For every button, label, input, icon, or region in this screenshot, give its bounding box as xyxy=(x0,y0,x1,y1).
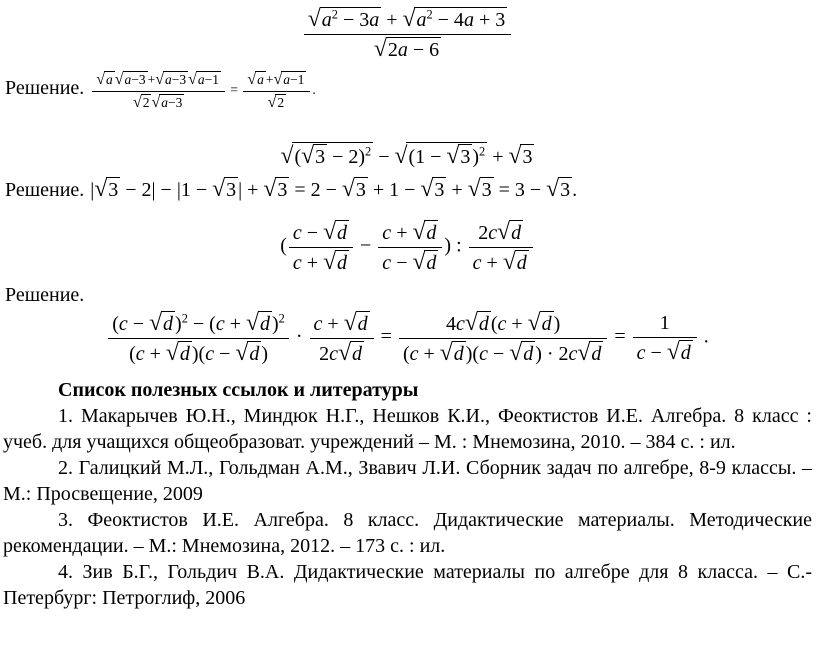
exponent: 2 xyxy=(479,144,486,159)
sqrt-radical xyxy=(468,177,494,202)
reference-1: 1. Макарычев Ю.Н., Миндюк Н.Г., Нешков К.И., Феоктистов И.Е. Алгебра. 8 класс : учеб. для учащихся общеобразоват. учреждений – М. : Мнемозина, 2010. – 384 с. : ил. xyxy=(3,404,812,453)
sqrt-radical xyxy=(323,220,349,245)
formula-radicals-a xyxy=(3,6,812,62)
radical-sign-icon: √ xyxy=(267,93,277,111)
math-text: . xyxy=(572,178,578,201)
math-text: = 2 − xyxy=(289,178,342,201)
sqrt-radical xyxy=(281,142,374,169)
math-text: + xyxy=(265,72,274,87)
math-text: a xyxy=(416,9,427,31)
math-text: c + xyxy=(472,251,503,274)
math-text: 3 xyxy=(481,178,492,201)
math-text: − 3a xyxy=(337,9,380,31)
sqrt-radical xyxy=(235,341,261,366)
math-text: − 2| − |1 − xyxy=(120,178,213,201)
math-text: 3 xyxy=(108,178,119,201)
fraction xyxy=(310,310,374,366)
math-text: | + xyxy=(238,178,264,201)
math-text: a−3 xyxy=(165,72,187,87)
math-text: ) xyxy=(472,145,480,168)
math-text: 3 xyxy=(315,145,326,168)
radical-sign-icon: √ xyxy=(464,309,478,336)
radical-sign-icon: √ xyxy=(307,6,321,32)
sqrt-radical xyxy=(446,144,472,169)
radical-sign-icon: √ xyxy=(247,71,257,88)
radical-sign-icon: √ xyxy=(94,175,108,202)
radical-sign-icon: √ xyxy=(412,248,426,275)
exponent: 2 xyxy=(331,7,338,22)
math-text: c + xyxy=(382,221,413,244)
sqrt-radical xyxy=(344,311,370,336)
radical-sign-icon: √ xyxy=(323,248,337,275)
sqrt-radical xyxy=(274,71,307,88)
sqrt-radical xyxy=(246,311,272,336)
math-text: a xyxy=(106,72,113,87)
math-text: (c − xyxy=(112,312,150,335)
math-text: − 2) xyxy=(327,145,366,168)
radical-sign-icon: √ xyxy=(502,248,516,275)
sqrt-radical xyxy=(528,311,554,336)
solution-label: Решение. xyxy=(5,76,85,99)
sqrt-radical xyxy=(188,71,221,88)
radical-sign-icon: √ xyxy=(666,339,680,366)
math-text: 3 xyxy=(522,145,533,168)
math-text: )(c − xyxy=(465,342,510,365)
math-text: = xyxy=(609,325,631,348)
math-text: − (c + xyxy=(187,312,247,335)
math-text: + xyxy=(446,178,468,201)
math-text: + xyxy=(487,145,509,168)
sqrt-radical xyxy=(412,220,438,245)
math-text: + xyxy=(147,72,156,87)
sqrt-radical xyxy=(247,71,266,88)
reference-3: 3. Феоктистов И.Е. Алгебра. 8 класс. Дидактические материалы. Методические рекомендации. – М.: Мнемозина, 2012. – 173 с. : ил. xyxy=(3,508,812,557)
radical-sign-icon: √ xyxy=(439,339,453,366)
radical-sign-icon: √ xyxy=(509,339,523,366)
radical-sign-icon: √ xyxy=(301,142,315,169)
math-text: a−3 xyxy=(161,94,183,110)
sqrt-radical xyxy=(342,177,368,202)
radical-sign-icon: √ xyxy=(394,142,408,169)
sqrt-radical xyxy=(667,340,693,365)
math-text: ) · 2c xyxy=(535,342,578,365)
radical-sign-icon: √ xyxy=(412,218,426,245)
exponent: 2 xyxy=(181,311,188,326)
math-text: 3 xyxy=(277,178,288,201)
fraction xyxy=(243,70,310,112)
sqrt-radical xyxy=(420,177,446,202)
solution-label: Решение. xyxy=(5,283,85,306)
math-text: d xyxy=(337,221,348,244)
math-text: c − xyxy=(382,251,413,274)
radical-sign-icon: √ xyxy=(235,339,249,366)
math-text: + 1 − xyxy=(367,178,421,201)
math-text: 3 xyxy=(226,178,237,201)
radical-sign-icon: √ xyxy=(341,175,355,202)
fraction xyxy=(633,310,697,365)
sqrt-radical xyxy=(268,94,287,111)
math-text: ( xyxy=(294,145,302,168)
sqrt-radical xyxy=(301,144,327,169)
math-text: d xyxy=(680,342,691,365)
sqrt-radical xyxy=(166,341,192,366)
fraction xyxy=(108,310,289,366)
fraction xyxy=(92,70,225,112)
radical-sign-icon: √ xyxy=(373,36,387,62)
math-text: a xyxy=(321,9,332,31)
math-text: d xyxy=(591,342,602,365)
math-text: a−1 xyxy=(197,72,220,87)
radical-sign-icon: √ xyxy=(577,339,591,366)
math-text: 3 xyxy=(355,178,366,201)
math-text: d xyxy=(426,251,437,274)
fraction xyxy=(378,219,442,275)
math-text: (c + xyxy=(402,342,440,365)
sqrt-radical xyxy=(323,250,349,275)
math-text: d xyxy=(511,221,522,244)
formula-c-d-fractions xyxy=(3,219,812,275)
math-text: . xyxy=(698,325,709,348)
math-text: ) xyxy=(261,342,268,365)
math-text: (c + xyxy=(129,342,166,365)
radical-sign-icon: √ xyxy=(527,309,541,336)
math-text: 4c xyxy=(445,312,465,335)
radical-sign-icon: √ xyxy=(151,93,161,111)
sqrt-radical xyxy=(151,94,184,111)
sqrt-radical xyxy=(155,71,188,88)
math-text: d xyxy=(523,342,534,365)
math-text: ) : xyxy=(444,234,467,257)
reference-2: 2. Галицкий М.Л., Гольдман А.М., Звавич Л.И. Сборник задач по алгебре, 8-9 классы. – М.: Просвещение, 2009 xyxy=(3,456,812,505)
sqrt-radical xyxy=(497,220,523,245)
math-text: a−3 xyxy=(124,72,146,87)
math-text: d xyxy=(453,342,464,365)
math-text: (1 − xyxy=(408,145,447,168)
math-text: ) xyxy=(553,312,561,335)
radical-sign-icon: √ xyxy=(497,218,511,245)
sqrt-radical xyxy=(149,311,175,336)
math-text: ) xyxy=(271,312,279,335)
sqrt-radical xyxy=(395,142,488,169)
sqrt-radical xyxy=(308,7,381,32)
math-text: c − xyxy=(636,342,667,365)
solution-2-math xyxy=(90,175,578,202)
sqrt-radical xyxy=(577,341,603,366)
math-text: a xyxy=(257,72,264,87)
math-text: = 3 − xyxy=(493,178,547,201)
solution-2-line xyxy=(3,177,812,203)
math-text: − xyxy=(373,145,395,168)
math-text: d xyxy=(249,342,260,365)
radical-sign-icon: √ xyxy=(546,175,560,202)
radical-sign-icon: √ xyxy=(155,71,165,88)
math-text: 2c xyxy=(319,342,339,365)
sqrt-radical xyxy=(263,177,289,202)
math-text: )(c − xyxy=(191,342,236,365)
math-text: − 4a + 3 xyxy=(432,9,506,31)
sqrt-radical xyxy=(440,341,466,366)
radical-sign-icon: √ xyxy=(467,175,481,202)
math-text: d xyxy=(163,312,174,335)
radical-sign-icon: √ xyxy=(338,339,352,366)
fraction xyxy=(289,219,353,275)
reference-4: 4. Зив Б.Г., Гольдич В.А. Дидактические материалы по алгебре для 8 класса. – С.-Петербург: Петроглиф, 2006 xyxy=(3,560,812,609)
radical-sign-icon: √ xyxy=(114,71,124,88)
radical-sign-icon: √ xyxy=(446,142,460,169)
math-text: · xyxy=(290,325,308,348)
sqrt-radical xyxy=(503,250,529,275)
fraction xyxy=(399,310,607,366)
sqrt-radical xyxy=(133,94,152,111)
sqrt-radical xyxy=(465,311,491,336)
math-text: 2a − 6 xyxy=(387,39,440,61)
radical-sign-icon: √ xyxy=(420,175,434,202)
math-text: − xyxy=(355,234,377,257)
radical-sign-icon: √ xyxy=(508,142,522,169)
solution-3-label-line xyxy=(3,283,812,308)
math-text: c + xyxy=(313,312,344,335)
sqrt-radical xyxy=(509,144,535,169)
sqrt-radical xyxy=(115,71,148,88)
solution-label: Решение. xyxy=(5,178,85,201)
radical-sign-icon: √ xyxy=(273,71,283,88)
math-text: d xyxy=(426,221,437,244)
math-text: d xyxy=(259,312,270,335)
sqrt-radical xyxy=(412,250,438,275)
radical-sign-icon: √ xyxy=(165,339,179,366)
sqrt-radical xyxy=(509,341,535,366)
math-text: d xyxy=(541,312,552,335)
math-text: d xyxy=(357,312,368,335)
math-text: (c + xyxy=(490,312,528,335)
radical-sign-icon: √ xyxy=(149,309,163,336)
radical-sign-icon: √ xyxy=(343,309,357,336)
math-text: d xyxy=(179,342,190,365)
math-text: | xyxy=(90,178,95,201)
math-text: 2 xyxy=(142,94,150,110)
math-text: d xyxy=(337,251,348,274)
math-text: d xyxy=(478,312,489,335)
math-text: + xyxy=(381,9,403,31)
solution-1-line xyxy=(3,70,812,112)
solution-3-math xyxy=(3,310,812,366)
sqrt-radical xyxy=(94,177,120,202)
sqrt-radical xyxy=(338,341,364,366)
exponent: 2 xyxy=(365,144,372,159)
sqrt-radical xyxy=(546,177,572,202)
radical-sign-icon: √ xyxy=(323,218,337,245)
math-text: ) xyxy=(175,312,182,335)
exponent: 2 xyxy=(278,311,285,326)
math-text: d xyxy=(352,342,363,365)
math-text: = xyxy=(375,325,397,348)
fraction xyxy=(469,219,533,275)
radical-sign-icon: √ xyxy=(246,309,259,336)
math-text: c − xyxy=(292,221,324,244)
math-text: . xyxy=(312,81,316,97)
math-text: d xyxy=(516,251,527,274)
sqrt-radical xyxy=(374,37,441,62)
math-text: ( xyxy=(280,234,287,257)
math-text: 2c xyxy=(478,221,498,244)
radical-sign-icon: √ xyxy=(96,71,106,88)
math-text: 1 xyxy=(659,312,670,335)
formula-sqrt-squares xyxy=(3,142,812,169)
radical-sign-icon: √ xyxy=(280,142,294,169)
math-text: 3 xyxy=(460,145,471,168)
radical-sign-icon: √ xyxy=(132,93,142,111)
solution-1-math xyxy=(90,71,316,111)
radical-sign-icon: √ xyxy=(188,71,197,88)
fraction xyxy=(304,6,511,62)
sqrt-radical xyxy=(212,177,238,202)
math-text: c + xyxy=(292,251,324,274)
math-text: 2 xyxy=(277,94,285,110)
math-text: a−1 xyxy=(283,72,305,87)
math-text: 3 xyxy=(560,178,571,201)
radical-sign-icon: √ xyxy=(402,6,416,32)
sqrt-radical xyxy=(96,71,115,88)
math-text: 3 xyxy=(434,178,445,201)
radical-sign-icon: √ xyxy=(263,175,277,202)
exponent: 2 xyxy=(426,7,433,22)
math-text: = xyxy=(227,81,242,97)
radical-sign-icon: √ xyxy=(212,175,226,202)
section-heading: Список полезных ссылок и литературы xyxy=(58,378,419,401)
sqrt-radical xyxy=(403,7,508,32)
